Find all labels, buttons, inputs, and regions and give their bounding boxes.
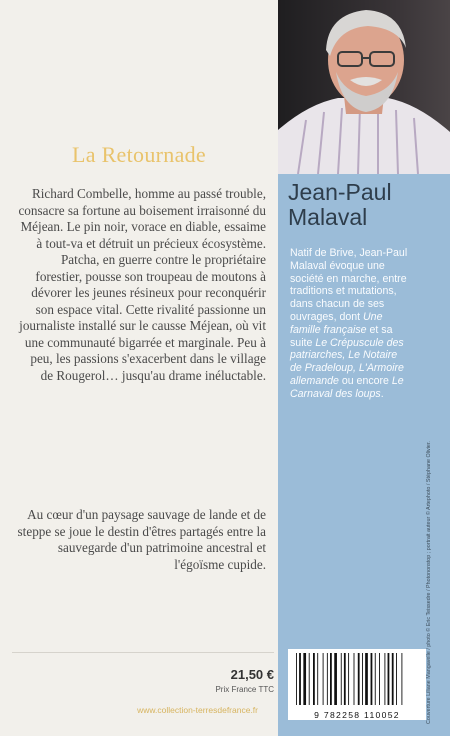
barcode-bar — [344, 653, 346, 705]
bio-book-title: Le Crépuscule des patriarches, Le Notaire de Pradeloup, L'Armoire allemande — [290, 336, 404, 387]
website-link[interactable]: www.collection-terresdefrance.fr — [137, 705, 258, 715]
barcode — [288, 649, 426, 717]
barcode-bar — [296, 653, 297, 705]
price-block — [215, 667, 274, 694]
bio-text: Natif de Brive, Jean-Paul Malaval évoque une société en marche, entre traditions et mutations, dans chacun de ses ouvrages, dont — [290, 247, 408, 323]
author-portrait — [278, 0, 450, 174]
barcode-bar — [365, 653, 368, 705]
price-note: Prix France TTC — [215, 685, 274, 694]
bio-book-title: Une famille française — [290, 310, 383, 336]
barcode-bar — [388, 653, 390, 705]
barcode-bar — [348, 653, 349, 705]
barcode-bar — [379, 653, 380, 705]
author-first-name: Jean-Paul — [288, 179, 392, 205]
barcode-bar — [375, 653, 376, 705]
barcode-bar — [330, 653, 332, 705]
author-bio — [290, 247, 408, 401]
barcode-bar — [323, 653, 324, 705]
barcode-bar — [341, 653, 342, 705]
bio-text: . — [380, 387, 384, 400]
bio-text: ou encore — [338, 374, 392, 387]
barcode-bar — [309, 653, 310, 705]
divider — [12, 652, 274, 653]
cover-credits: Couverture Liliane Mangavelle / photo © Eric Teissedre / Photononstop ; portrait auteur © Artephoto / Stéphane Olivier. — [426, 441, 432, 724]
barcode-bar — [313, 653, 315, 705]
barcode-bar — [362, 653, 363, 705]
blurb-text-1: Richard Combelle, homme au passé trouble, consacre sa fortune au boisement irraisonné du Méjean. Le pin noir, vorace en diable, essaime à tout-va et détruit un précieux écosystème. Patcha, en guerre contre le propriétaire forestier, pousse son troupeau de moutons à dévorer les jeunes résineux pour reconquérir son espace vital. Cette rivalité passionne un journaliste installé sur le causse Méjean, où vit une communauté bigarrée et marginale. Peu à peu, les passions s'exacerbent dans le village de Rougerol… jusqu'au drame inéluctable. — [18, 186, 266, 383]
barcode-bar — [396, 653, 397, 705]
author-last-name: Malaval — [288, 204, 368, 230]
blurb-paragraph-1 — [16, 186, 266, 384]
author-name — [288, 180, 438, 230]
bio-book-title: Le Carnaval des loups — [290, 374, 404, 400]
barcode-bar — [299, 653, 301, 705]
website — [0, 705, 278, 715]
barcode-bars — [288, 649, 426, 709]
barcode-bar — [392, 653, 394, 705]
barcode-number: 9 782258 110052 — [288, 710, 426, 720]
barcode-bar — [358, 653, 360, 705]
barcode-bar — [401, 653, 402, 705]
barcode-bar — [371, 653, 373, 705]
book-title: La Retournade — [71, 142, 206, 167]
barcode-bar — [334, 653, 337, 705]
barcode-bar — [354, 653, 355, 705]
portrait-image — [278, 0, 450, 174]
barcode-bar — [384, 653, 385, 705]
bio-text: et sa suite — [290, 323, 393, 349]
blurb-paragraph-2 — [16, 507, 266, 573]
barcode-bar — [327, 653, 328, 705]
price-value: 21,50 € — [230, 667, 274, 682]
blurb-text-2: Au cœur d'un paysage sauvage de lande et de steppe se joue le destin d'êtres partagés entre la sauvegarde d'un patrimoine ancestral et l'égoïsme cupide. — [17, 507, 266, 572]
barcode-bar — [303, 653, 306, 705]
barcode-bar — [317, 653, 318, 705]
